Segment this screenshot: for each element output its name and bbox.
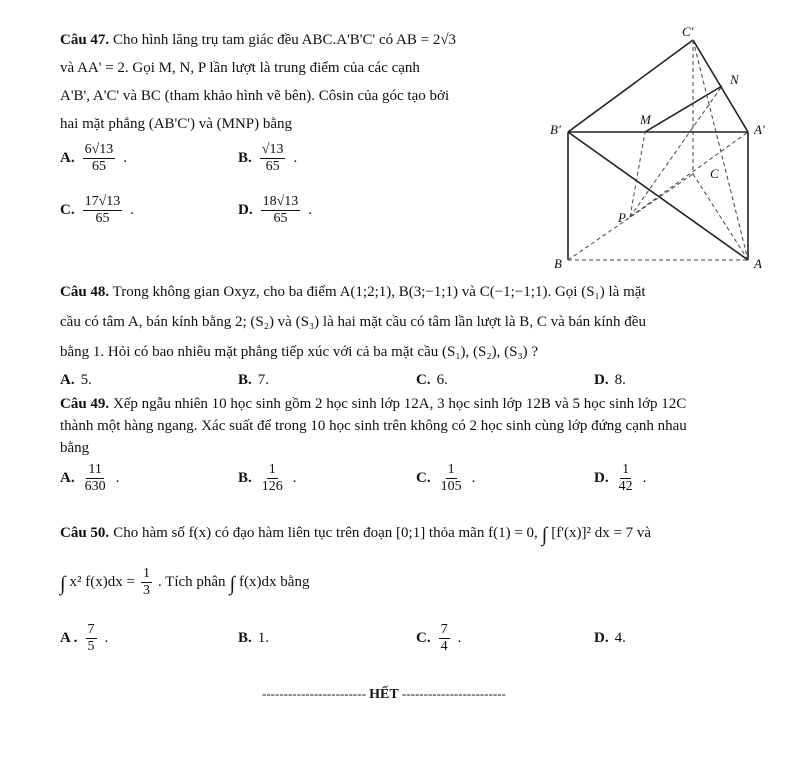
- q49-option-b[interactable]: B. $\frac{1}{126}$ .: [238, 462, 297, 494]
- q48-option-c[interactable]: C. 6.: [416, 372, 448, 388]
- q48-label: Câu 48.: [60, 284, 110, 300]
- q49-line1: Xếp ngẫu nhiên 10 học sinh gồm 2 học sinh lớp 12A, 3 học sinh lớp 12B và 5 học sinh lớp 12C: [112, 396, 687, 412]
- q50-line1a: Cho hàm số f(x) có đạo hàm liên tục trên đoạn [0;1] thỏa mãn f(1) = 0,: [113, 525, 538, 541]
- q49-option-a[interactable]: A. $\frac{11}{630}$ .: [60, 462, 120, 494]
- edge-p-n: [630, 86, 722, 217]
- q47-line3: A'B', A'C' và BC (tham khảo hình vẽ bên). Côsin của góc tạo bởi: [60, 88, 450, 104]
- q50-option-a[interactable]: A . $\frac{7}{5}$ .: [60, 622, 109, 654]
- q49-option-d[interactable]: D. $\frac{1}{42}$ .: [594, 462, 647, 494]
- label-c: C: [710, 166, 719, 181]
- q47-option-d[interactable]: D. $\frac{18√13}{65}$ .: [238, 194, 313, 226]
- q48-option-a[interactable]: A. 5.: [60, 372, 92, 388]
- edge-p-m: [630, 132, 645, 217]
- q50-option-c[interactable]: C. $\frac{7}{4}$ .: [416, 622, 462, 654]
- q49-line2: thành một hàng ngang. Xác suất để trong 10 học sinh trên không có 2 học sinh cùng lớp đứng cạnh nhau: [60, 418, 687, 434]
- q50-option-b[interactable]: B. 1.: [238, 630, 270, 646]
- integral-sign: ∫: [541, 524, 548, 546]
- q50-label: Câu 50.: [60, 525, 110, 541]
- label-a: A: [754, 256, 762, 271]
- label-a1: A': [754, 122, 765, 137]
- q47-line1: Cho hình lăng trụ tam giác đều ABC.A'B'C' có AB = 2√3: [112, 32, 457, 48]
- label-b1: B': [550, 122, 561, 137]
- q47-option-c[interactable]: C. $\frac{17√13}{65}$ .: [60, 194, 135, 226]
- q48-option-d[interactable]: D. 8.: [594, 372, 626, 388]
- end-marker: ------------------------ HẾT ------------------------: [262, 686, 506, 702]
- q47-line2: và AA' = 2. Gọi M, N, P lần lượt là trung điểm của các cạnh: [60, 60, 420, 76]
- q48-line3: bằng 1. Hỏi có bao nhiêu mặt phẳng tiếp xúc với cả ba mặt cầu (S₁), (S₂), (S₃) ?: [60, 344, 539, 360]
- q47-label: Câu 47.: [60, 32, 110, 48]
- edge-p-a1: [630, 132, 748, 217]
- prism-figure: [540, 24, 780, 284]
- label-c1: C': [682, 24, 694, 39]
- label-b: B: [554, 256, 562, 271]
- edge-c-a: [693, 174, 748, 260]
- q50-option-d[interactable]: D. 4.: [594, 630, 626, 646]
- q50-line2a: x² f(x)dx =: [69, 574, 135, 590]
- q48-option-b[interactable]: B. 7.: [238, 372, 270, 388]
- q49-label: Câu 49.: [60, 396, 110, 412]
- q50-line2e: f(x)dx bằng: [239, 574, 310, 590]
- label-m: M: [640, 112, 651, 127]
- q49-line3: bằng: [60, 440, 90, 456]
- q50-line2d: . Tích phân: [157, 574, 226, 590]
- integral-sign: ∫: [229, 573, 236, 595]
- label-n: N: [730, 72, 739, 87]
- q47-option-b[interactable]: B. $\frac{√13}{65}$ .: [238, 142, 298, 174]
- edge-b1-c1: [568, 40, 693, 132]
- q48-line1: Trong không gian Oxyz, cho ba điểm A(1;2;1), B(3;−1;1) và C(−1;−1;1). Gọi (S₁) là mặt: [112, 284, 646, 300]
- integral-sign: ∫: [60, 573, 66, 595]
- q47-option-a[interactable]: A. $\frac{6√13}{65}$ .: [60, 142, 128, 174]
- q50-line1b: [f'(x)]² dx = 7 và: [551, 525, 652, 541]
- q48-line2: cầu có tâm A, bán kính bằng 2; (S₂) và (S₃) là hai mặt cầu có tâm lần lượt là B, C và bán kính đều: [60, 314, 646, 330]
- label-p: P: [618, 210, 626, 225]
- q47-line4: hai mặt phẳng (AB'C') và (MNP) bằng: [60, 116, 293, 132]
- q49-option-c[interactable]: C. $\frac{1}{105}$ .: [416, 462, 476, 494]
